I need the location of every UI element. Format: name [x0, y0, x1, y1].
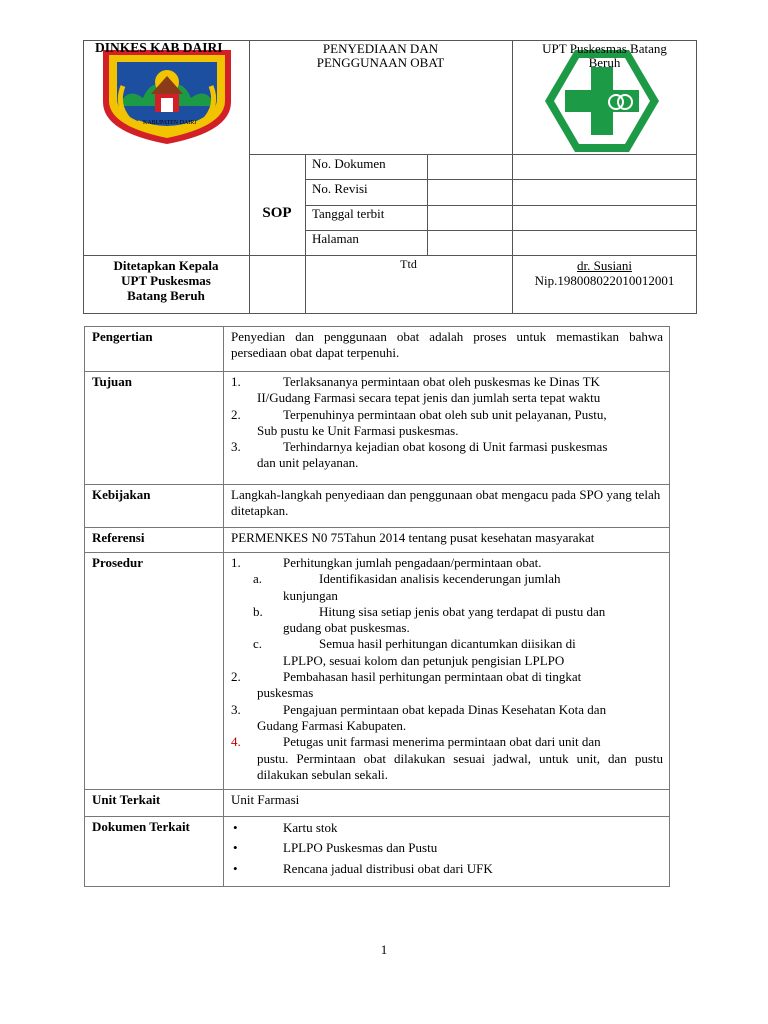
- bullet-icon: •: [233, 860, 238, 876]
- row-kebijakan: [85, 485, 670, 528]
- logo-caption: KABUPATEN DAIRI: [143, 120, 197, 126]
- org-left-name: DINKES KAB DAIRI: [95, 40, 223, 55]
- list-item: 3. Pengajuan permintaan obat kepada Dinas Kesehatan Kota dan Gudang Farmasi Kabupaten.: [231, 701, 607, 733]
- kabupaten-dairi-logo: [97, 46, 237, 146]
- content-prosedur: [224, 553, 670, 790]
- field-no-dokumen: No. Dokumen: [312, 156, 386, 171]
- row-unit-terkait: [85, 790, 670, 817]
- label-tujuan: Tujuan: [85, 372, 224, 485]
- list-item: 4. Petugas unit farmasi menerima permintaan obat dari unit dan pustu. Permintaan obat dilakukan sesuai jadwal, untuk unit, dan pustu dilakukan sebulan sekali.: [231, 734, 663, 782]
- approved-by-line1: Ditetapkan Kepala: [113, 258, 219, 273]
- document-title-line1: PENYEDIAAN DAN: [322, 41, 439, 56]
- sub-list-item: a. Identifikasidan analisis kecenderungan jumlah kunjungan: [253, 571, 561, 603]
- org-right-name-line1: UPT Puskesmas Batang: [542, 41, 667, 56]
- sub-list-item: b. Hitung sisa setiap jenis obat yang terdapat di pustu dan gudang obat puskesmas.: [253, 603, 606, 636]
- org-right-name-line2: Beruh: [588, 55, 621, 70]
- approved-by-line2: UPT Puskesmas: [121, 273, 211, 288]
- text-referensi: PERMENKES N0 75Tahun 2014 tentang pusat kesehatan masyarakat: [224, 528, 670, 553]
- bullet-icon: •: [233, 840, 238, 856]
- official-nip: Nip.198008022010012001: [534, 273, 675, 288]
- label-dokumen-terkait: Dokumen Terkait: [85, 817, 224, 887]
- field-no-revisi: No. Revisi: [312, 181, 368, 196]
- label-pengertian: Pengertian: [85, 327, 224, 372]
- label-referensi: Referensi: [85, 528, 224, 553]
- text-pengertian: Penyedian dan penggunaan obat adalah proses untuk memastikan bahwa persediaan obat dapat terpenuhi.: [224, 327, 670, 372]
- text-unit-terkait: Unit Farmasi: [224, 790, 670, 817]
- row-dokumen-terkait: [85, 817, 670, 887]
- row-tujuan: [85, 372, 670, 485]
- field-tanggal-terbit: Tanggal terbit: [312, 206, 385, 221]
- list-item: 1. Terlaksananya permintaan obat oleh puskesmas ke Dinas TK II/Gudang Farmasi secara tepat jenis dan jumlah serta tepat waktu: [231, 374, 601, 406]
- text-kebijakan: Langkah-langkah penyediaan dan penggunaan obat mengacu pada SPO yang telah ditetapkan.: [224, 485, 670, 528]
- label-prosedur: Prosedur: [85, 553, 224, 790]
- header-table: [83, 40, 697, 314]
- sub-list-item: c. Semua hasil perhitungan dicantumkan diisikan di LPLPO, sesuai kolom dan petunjuk pengisian LPLPO: [253, 636, 576, 668]
- official-name: dr. Susiani: [577, 258, 632, 273]
- page-number: 1: [380, 942, 388, 957]
- label-kebijakan: Kebijakan: [85, 485, 224, 528]
- list-item: 2. Terpenuhinya permintaan obat oleh sub unit pelayanan, Pustu, Sub pustu ke Unit Farmasi puskesmas.: [231, 406, 607, 438]
- content-tujuan: [224, 372, 670, 485]
- bullet-item: • Kartu stok: [233, 820, 338, 835]
- list-item: 3. Terhindarnya kejadian obat kosong di Unit farmasi puskesmas dan unit pelayanan.: [231, 439, 608, 471]
- bullet-icon: •: [233, 820, 238, 835]
- row-pengertian: [85, 327, 670, 372]
- document-title-line2: PENGGUNAAN OBAT: [316, 55, 445, 70]
- sop-content-table: [84, 326, 670, 887]
- content-dokumen-terkait: [224, 817, 670, 887]
- list-item: 2. Pembahasan hasil perhitungan permintaan obat di tingkat puskesmas: [231, 669, 582, 701]
- approved-by-line3: Batang Beruh: [127, 288, 205, 303]
- row-referensi: [85, 528, 670, 553]
- sop-label: SOP: [262, 205, 292, 221]
- list-item: 1. Perhitungkan jumlah pengadaan/permintaan obat.: [231, 555, 542, 570]
- bullet-item: • LPLPO Puskesmas dan Pustu: [233, 840, 438, 856]
- label-unit-terkait: Unit Terkait: [85, 790, 224, 817]
- signature-ttd: Ttd: [400, 257, 417, 271]
- row-prosedur: [85, 553, 670, 790]
- bullet-item: • Rencana jadual distribusi obat dari UFK: [233, 860, 493, 876]
- field-halaman: Halaman: [312, 231, 359, 246]
